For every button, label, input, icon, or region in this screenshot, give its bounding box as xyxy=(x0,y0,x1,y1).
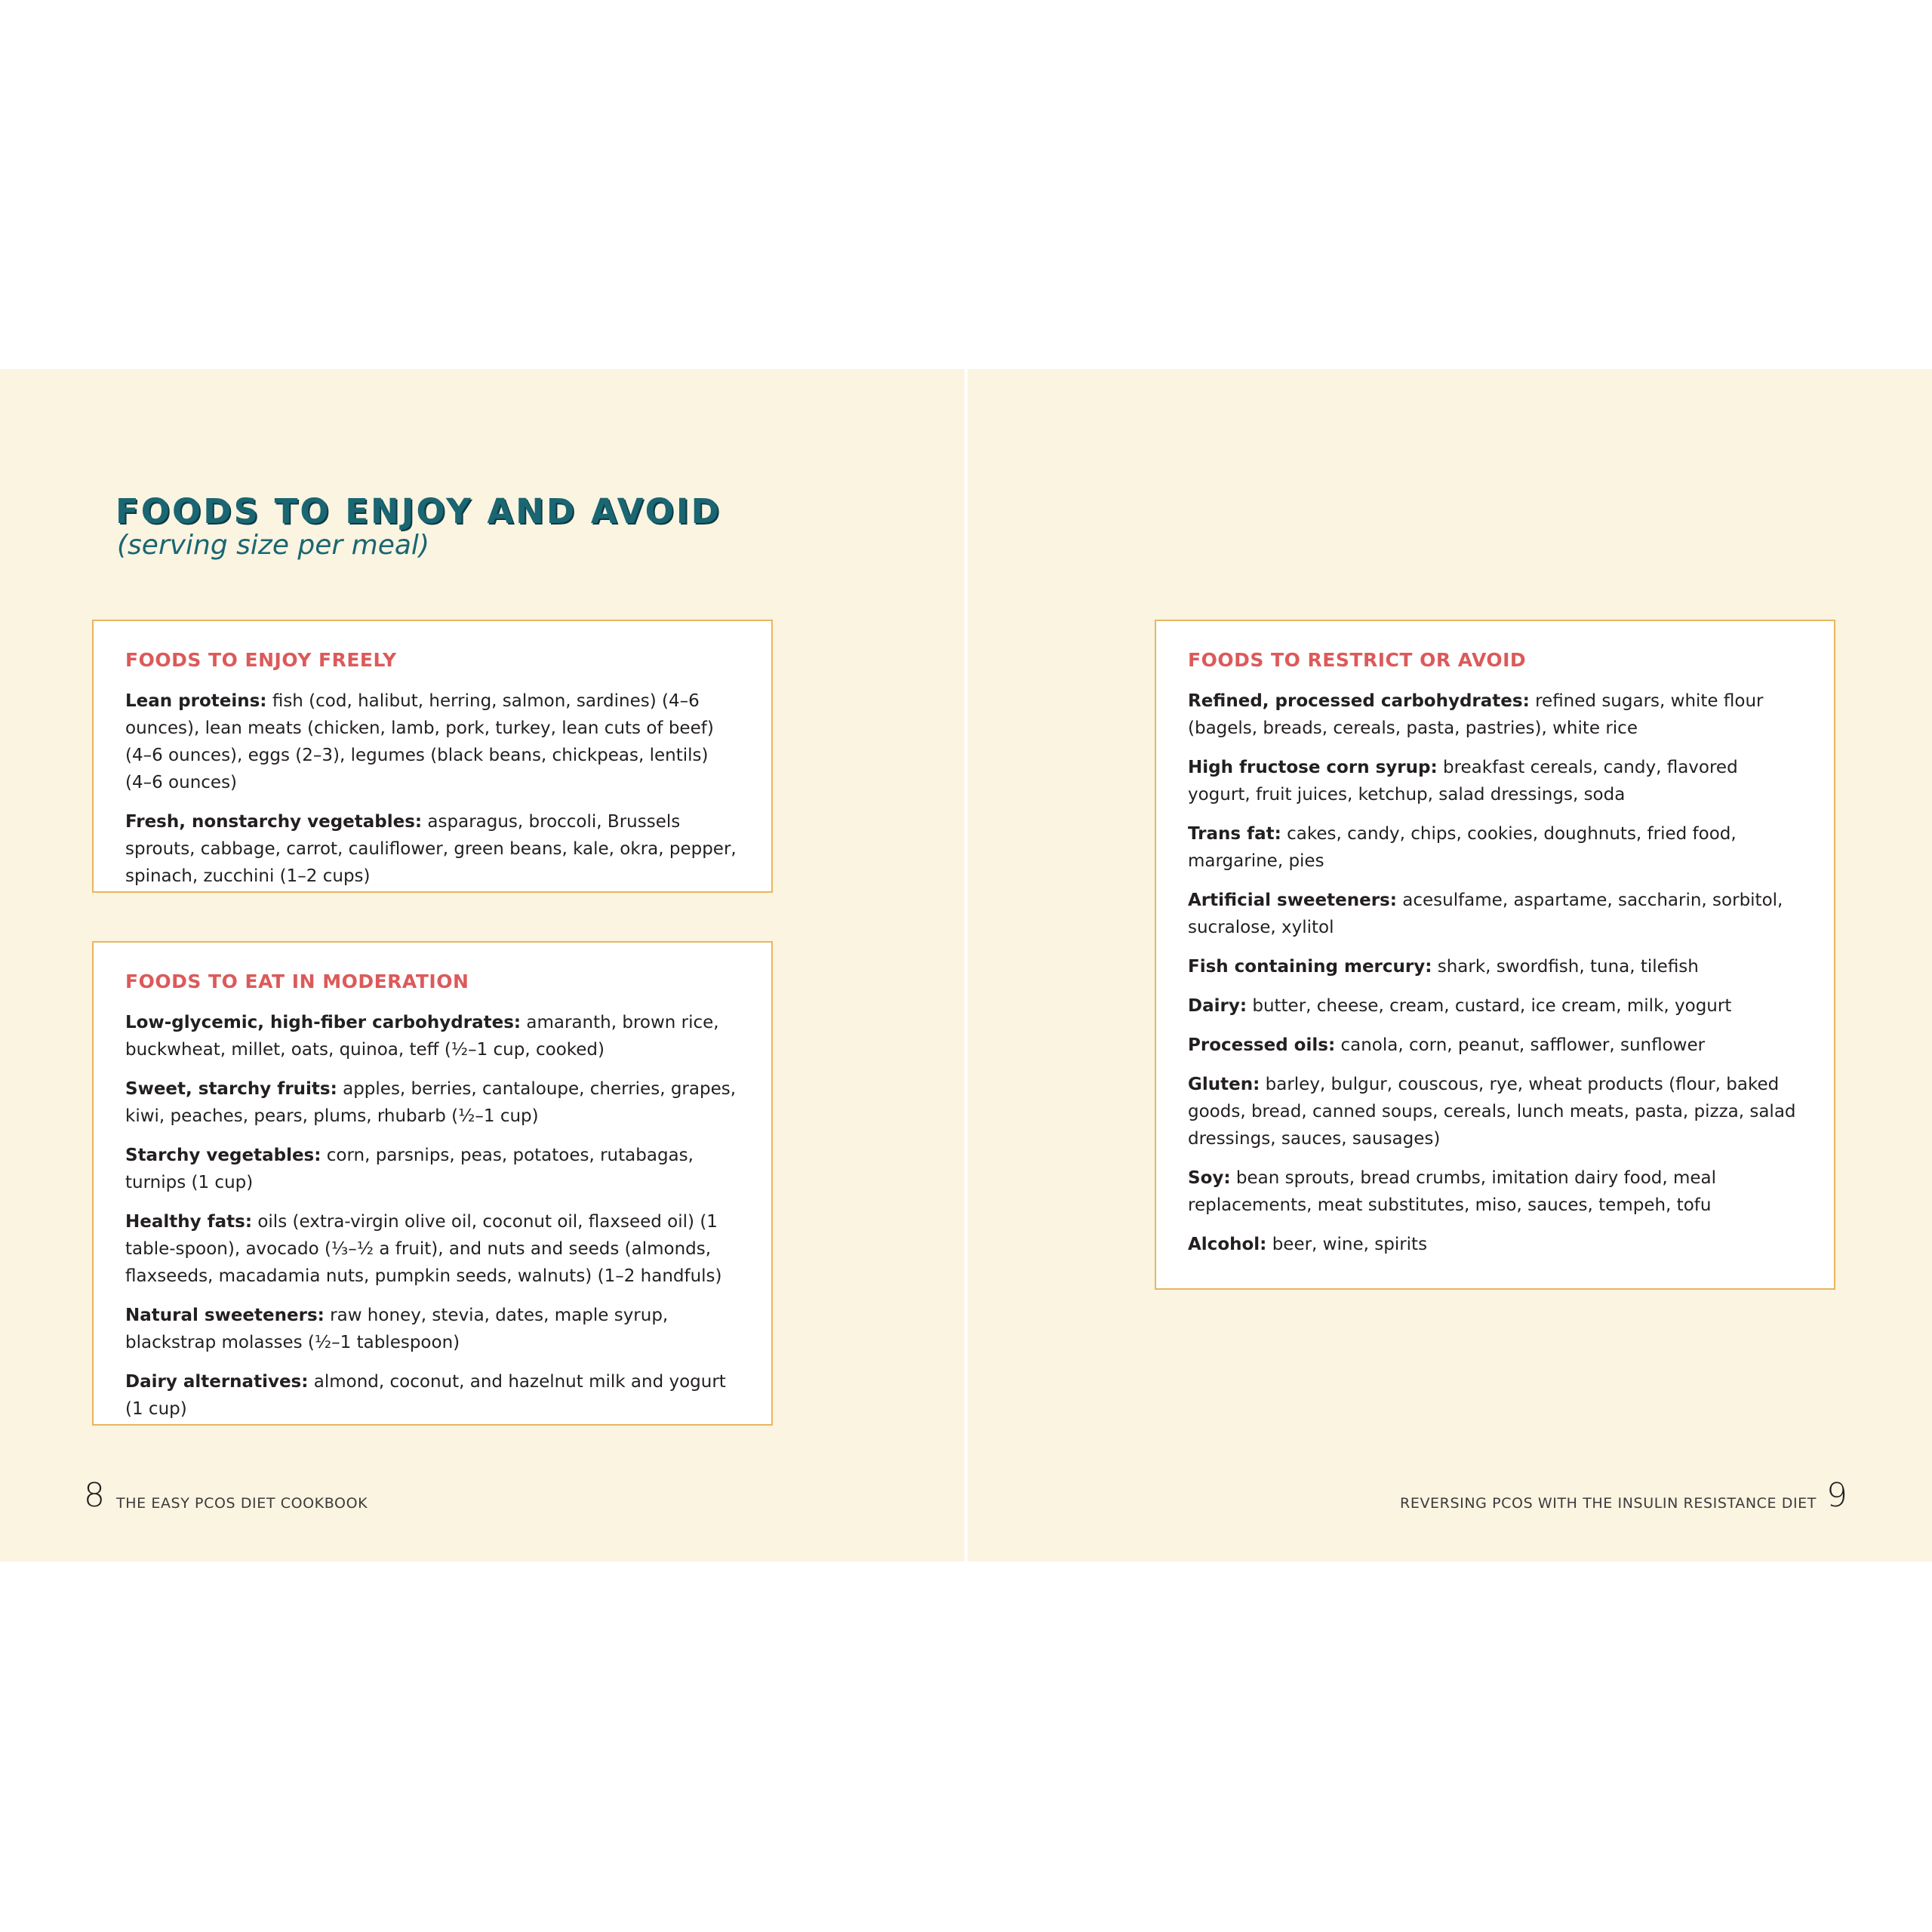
entry-text: apples, berries, cantaloupe, cherries, grapes, kiwi, peaches, pears, plums, rhubarb (½–1 cup) xyxy=(125,1079,737,1126)
food-entry xyxy=(125,808,740,890)
entry-text: butter, cheese, cream, custard, ice cream, milk, yogurt xyxy=(1247,996,1732,1016)
entry-label: Healthy fats: xyxy=(125,1212,253,1232)
restrict-avoid-box xyxy=(1155,620,1835,1290)
food-entry xyxy=(125,1075,740,1130)
entry-text: corn, parsnips, peas, potatoes, rutabagas, turnips (1 cup) xyxy=(125,1146,694,1192)
entry-text: raw honey, stevia, dates, maple syrup, blackstrap molasses (½–1 tablespoon) xyxy=(125,1306,669,1352)
entry-label: Trans fat: xyxy=(1188,824,1281,844)
page-subtitle: (serving size per meal) xyxy=(117,530,429,561)
entry-label: Gluten: xyxy=(1188,1075,1260,1094)
enjoy-freely-box xyxy=(92,620,773,893)
left-page-number: 8 xyxy=(84,1476,105,1515)
entry-text: cakes, candy, chips, cookies, doughnuts, fried food, margarine, pies xyxy=(1188,824,1737,871)
food-entry xyxy=(125,1368,740,1423)
entry-text: asparagus, broccoli, Brussels sprouts, cabbage, carrot, cauliflower, green beans, kale, okra, pepper, spinach, zucchini (1–2 cups) xyxy=(125,812,737,886)
food-entry xyxy=(125,1302,740,1356)
entry-text: refined sugars, white flour (bagels, breads, cereals, pasta, pastries), white rice xyxy=(1188,691,1764,738)
entry-label: Soy: xyxy=(1188,1168,1231,1188)
food-entry xyxy=(1188,688,1802,742)
entry-label: Natural sweeteners: xyxy=(125,1306,325,1325)
entry-label: Dairy: xyxy=(1188,996,1247,1016)
entry-text: acesulfame, aspartame, saccharin, sorbitol, sucralose, xylitol xyxy=(1188,891,1783,937)
food-entry xyxy=(1188,1164,1802,1219)
entry-label: Processed oils: xyxy=(1188,1035,1336,1055)
right-page-number: 9 xyxy=(1826,1476,1847,1515)
food-entry xyxy=(125,688,740,796)
entry-label: Sweet, starchy fruits: xyxy=(125,1079,337,1099)
food-entry xyxy=(125,1142,740,1196)
food-entry xyxy=(1188,754,1802,808)
enjoy-freely-title: FOODS TO ENJOY FREELY xyxy=(125,649,397,671)
entry-label: Starchy vegetables: xyxy=(125,1146,321,1165)
entry-label: Lean proteins: xyxy=(125,691,267,711)
entry-label: Refined, processed carbohydrates: xyxy=(1188,691,1530,711)
right-running-title: REVERSING PCOS WITH THE INSULIN RESISTANCE DIET xyxy=(1400,1495,1817,1512)
food-entry xyxy=(125,1208,740,1290)
moderation-title: FOODS TO EAT IN MODERATION xyxy=(125,971,469,992)
page-title: FOODS TO ENJOY AND AVOID xyxy=(115,491,722,531)
moderation-box xyxy=(92,941,773,1426)
entry-label: Dairy alternatives: xyxy=(125,1372,309,1392)
entry-label: Fish containing mercury: xyxy=(1188,957,1432,977)
entry-text: oils (extra-virgin olive oil, coconut oil, flaxseed oil) (1 table-spoon), avocado (⅓–½ a fruit), and nuts and seeds (almonds, flaxseeds, macadamia nuts, pumpkin seeds, walnuts) (1–2 handfuls) xyxy=(125,1212,722,1286)
book-spread xyxy=(0,369,1932,1561)
entry-text: beer, wine, spirits xyxy=(1266,1235,1428,1254)
food-entry xyxy=(1188,1071,1802,1152)
entry-label: Alcohol: xyxy=(1188,1235,1267,1254)
entry-text: shark, swordfish, tuna, tilefish xyxy=(1432,957,1699,977)
left-running-title: THE EASY PCOS DIET COOKBOOK xyxy=(116,1495,368,1512)
entry-text: fish (cod, halibut, herring, salmon, sardines) (4–6 ounces), lean meats (chicken, lamb, pork, turkey, lean cuts of beef) (4–6 ounces), eggs (2–3), legumes (black beans, chickpeas, lentils) (4–6 ounces) xyxy=(125,691,714,792)
page-gutter xyxy=(964,369,968,1561)
entry-text: almond, coconut, and hazelnut milk and yogurt (1 cup) xyxy=(125,1372,726,1419)
food-entry xyxy=(1188,1032,1802,1059)
entry-text: barley, bulgur, couscous, rye, wheat products (flour, baked goods, bread, canned soups, cereals, lunch meats, pasta, pizza, salad dressings, sauces, sausages) xyxy=(1188,1075,1796,1149)
entry-text: breakfast cereals, candy, flavored yogurt, fruit juices, ketchup, salad dressings, soda xyxy=(1188,758,1738,804)
entry-label: Low-glycemic, high-fiber carbohydrates: xyxy=(125,1013,521,1032)
food-entry xyxy=(1188,887,1802,941)
entry-label: Fresh, nonstarchy vegetables: xyxy=(125,812,423,832)
food-entry xyxy=(1188,992,1802,1020)
restrict-avoid-title: FOODS TO RESTRICT OR AVOID xyxy=(1188,649,1527,671)
entry-label: Artificial sweeteners: xyxy=(1188,891,1397,910)
entry-text: canola, corn, peanut, safflower, sunflower xyxy=(1335,1035,1706,1055)
entry-label: High fructose corn syrup: xyxy=(1188,758,1438,777)
food-entry xyxy=(1188,820,1802,875)
entry-text: bean sprouts, bread crumbs, imitation dairy food, meal replacements, meat substitutes, miso, sauces, tempeh, tofu xyxy=(1188,1168,1717,1215)
food-entry xyxy=(1188,1231,1802,1258)
food-entry xyxy=(125,1009,740,1063)
food-entry xyxy=(1188,953,1802,980)
entry-text: amaranth, brown rice, buckwheat, millet, oats, quinoa, teff (½–1 cup, cooked) xyxy=(125,1013,719,1060)
